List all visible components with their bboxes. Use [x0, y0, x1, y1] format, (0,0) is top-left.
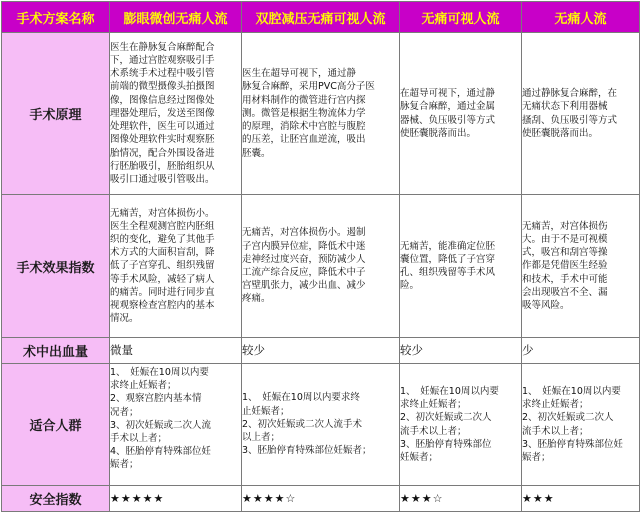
text-line: 用材料制作的微管进行宫内探 [242, 94, 366, 106]
row-label-safety: 安全指数 [2, 486, 110, 512]
text-line: 无痛苦，对宫体损伤小。遏制 [242, 227, 366, 239]
text-line: 1、 妊娠在10周以内要求终 [242, 392, 360, 404]
text-line: 胎情况，配合外围设备进 [110, 147, 215, 159]
text-line: 1、 妊娠在10周以内要 [522, 385, 621, 397]
text-line: 求终止妊娠者； [110, 380, 177, 392]
header-cell-painless: 无痛人流 [522, 2, 640, 33]
text-line: 织的变化，避免了其他手 [110, 233, 215, 245]
text-line: 孔、组织残留等手术风 [400, 267, 496, 278]
text-line: 3、胚胎停育特殊部位 [400, 438, 492, 450]
text-line: 使胚囊脱落而出。 [400, 127, 477, 139]
suitable-cell-2 [242, 364, 400, 486]
text-line: 1、 妊娠在10周以内要 [110, 367, 209, 378]
text-line: 的痛苦。同时进行同步直 [110, 286, 215, 298]
effect-cell-3 [400, 195, 522, 338]
text-line: 大。由于不是可视模 [522, 233, 608, 245]
header-row [2, 2, 640, 33]
text-line: 脉复合麻醉，采用PVC高分子医 [242, 81, 375, 93]
text-line: 理器处理后，发送至图像 [110, 107, 215, 119]
text-line: 的压差，让胚宫血逆流，吸出 [242, 134, 366, 146]
text-line: 2、初次妊娠或二次人 [400, 412, 492, 424]
bleeding-cell-3: 较少 [400, 338, 522, 364]
principle-cell-4 [522, 33, 640, 195]
principle-cell-1 [110, 33, 242, 195]
text-line: 作都是凭借医生经验 [522, 260, 608, 272]
effect-cell-4 [522, 195, 640, 338]
text-line: 囊位置，降低了子宫穿 [400, 253, 496, 265]
text-line: 手术以上者； [110, 433, 168, 445]
table-row-suitable [2, 364, 640, 486]
text-line: 行胚胎吸引，胚胎组织从 [110, 160, 215, 172]
text-line: 3、胚胎停育特殊部位妊娠者； [242, 445, 372, 457]
text-line: 无痛苦，对宫体损伤 [522, 220, 608, 232]
row-label-bleeding: 术中出血量 [2, 338, 110, 364]
bleeding-cell-1: 微量 [110, 338, 242, 364]
safety-rating-3: ★★★☆ [400, 486, 522, 512]
text-line: 器械、负压吸引等方式 [400, 114, 496, 126]
text-line: 无痛苦，能准确定位胚 [400, 240, 496, 252]
text-line: 妊娠者； [400, 451, 439, 463]
header-cell-plan-name: 手术方案名称 [2, 2, 110, 33]
text-line: 2、初次妊娠或二次人 [522, 412, 614, 424]
suitable-cell-1 [110, 364, 242, 486]
text-line: 的原理，消除术中宫腔与腹腔 [242, 121, 366, 133]
text-line: 求终止妊娠者； [522, 399, 589, 411]
text-line: 会出现吸宫不全、漏 [522, 286, 608, 298]
suitable-cell-4 [522, 364, 640, 486]
text-line: 2、观察宫腔内基本情 [110, 393, 202, 405]
text-line: 娠者； [110, 459, 139, 471]
text-line: 2、初次妊娠或二次人流手术 [242, 418, 363, 430]
bleeding-cell-2: 较少 [242, 338, 400, 364]
table-row-principle [2, 33, 640, 195]
effect-cell-1 [110, 195, 242, 338]
text-line: 流手术以上者； [522, 425, 589, 437]
safety-rating-2: ★★★★☆ [242, 486, 400, 512]
text-line: 胚囊。 [242, 147, 271, 159]
row-label-principle: 手术原理 [2, 33, 110, 195]
text-line: 在超导可视下，通过静 [400, 88, 496, 100]
text-line: 宫壁肌张力，减少出血、减少 [242, 280, 366, 292]
text-line: 走神经过度兴奋，预防减少人 [242, 253, 366, 265]
row-label-suitable: 适合人群 [2, 364, 110, 486]
text-line: 等手术风险，减轻了病人 [110, 273, 215, 285]
text-line: 和技术，手术中可能 [522, 273, 608, 285]
header-cell-painless-visual: 无痛可视人流 [400, 2, 522, 33]
table-row-effect [2, 195, 640, 338]
text-line: 术系统手术过程中吸引管 [110, 68, 215, 80]
text-line: 医生在静脉复合麻醉配合 [110, 41, 215, 53]
text-line: 疼痛。 [242, 293, 271, 305]
text-line: 医生全程观测宫腔内胚组 [110, 220, 215, 232]
text-line: 术方式的大面积盲刮，降 [110, 247, 215, 259]
text-line: 式，吸宫和刮宫等操 [522, 247, 608, 259]
header-cell-micro-painless: 膨眼微创无痛人流 [110, 2, 242, 33]
text-line: 险。 [400, 280, 420, 292]
text-line: 前端的微型摄像头拍摄图 [110, 81, 215, 93]
text-line: 况者； [110, 406, 139, 418]
text-line: 像，图像信息经过图像处 [110, 94, 215, 106]
header-cell-dual-cavity-visual: 双腔减压无痛可视人流 [242, 2, 400, 33]
text-line: 通过静脉复合麻醉，在 [522, 88, 618, 100]
text-line: 以上者； [242, 432, 281, 444]
row-label-effect: 手术效果指数 [2, 195, 110, 338]
text-line: 4、胚胎停育特殊部位妊 [110, 446, 212, 458]
text-line: 求终止妊娠者； [400, 399, 467, 411]
principle-cell-2 [242, 33, 400, 195]
comparison-table [1, 1, 640, 512]
suitable-cell-3 [400, 364, 522, 486]
effect-cell-2 [242, 195, 400, 338]
table-row-safety [2, 486, 640, 512]
text-line: 搔刮、负压吸引等方式 [522, 114, 618, 126]
principle-cell-3 [400, 33, 522, 195]
text-line: 测。微管是根据生物流体力学 [242, 107, 366, 119]
bleeding-cell-4: 少 [522, 338, 640, 364]
text-line: 视观察检查宫腔内的基本 [110, 300, 215, 311]
text-line: 3、初次妊娠或二次人流 [110, 419, 212, 431]
text-line: 止妊娠者； [242, 405, 290, 417]
text-line: 3、胚胎停育特殊部位妊 [522, 438, 624, 450]
text-line: 医生在超导可视下，通过静 [242, 68, 357, 80]
text-line: 吸等风险。 [522, 300, 570, 311]
text-line: 流手术以上者； [400, 425, 467, 437]
text-line: 无痛状态下利用器械 [522, 101, 608, 113]
text-line: 图像处理软件实时观察胚 [110, 134, 215, 146]
text-line: 娠者； [522, 451, 551, 463]
text-line: 低了子宫穿孔、组织残留 [110, 260, 215, 272]
safety-rating-1: ★★★★★ [110, 486, 242, 512]
text-line: 下，通过宫腔观察吸引手 [110, 55, 215, 67]
text-line: 处理软件，医生可以通过 [110, 121, 215, 133]
text-line: 无痛苦，对宫体损伤小。 [110, 207, 215, 219]
text-line: 情况。 [110, 313, 139, 325]
text-line: 工流产综合反应，降低术中子 [242, 267, 366, 278]
text-line: 吸引口通过吸引管吸出。 [110, 173, 215, 185]
text-line: 脉复合麻醉，通过金属 [400, 101, 496, 113]
text-line: 1、 妊娠在10周以内要 [400, 385, 499, 397]
table-row-bleeding [2, 338, 640, 364]
text-line: 使胚囊脱落而出。 [522, 127, 599, 139]
text-line: 子宫内膜异位症，降低术中迷 [242, 240, 366, 252]
safety-rating-4: ★★★ [522, 486, 640, 512]
